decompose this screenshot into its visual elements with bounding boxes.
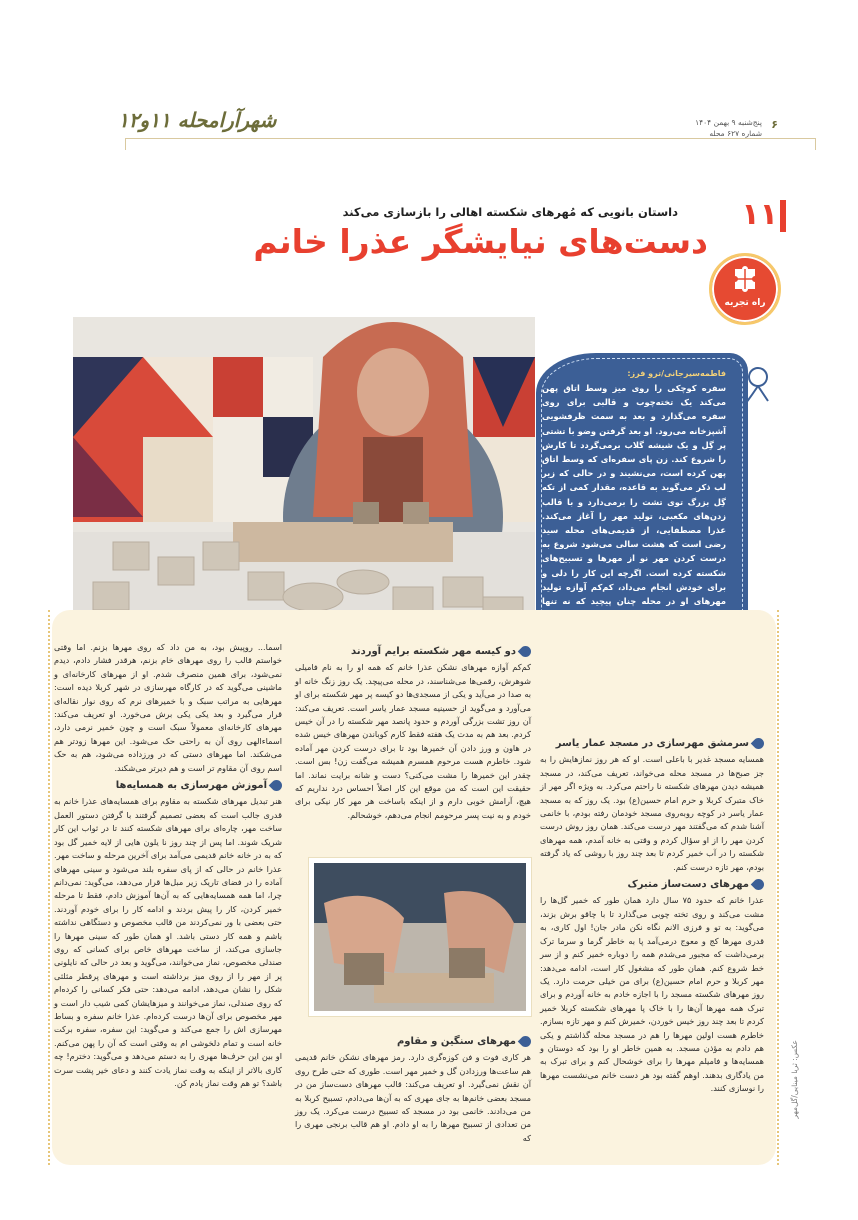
header-divider-tick-left: [125, 138, 126, 150]
paragraph: همسایه مسجد غدیر با باعلی است. او که هر روز نمازهایش را به جز صبح‌ها در مسجد محله می‌خواند، تعریف می‌کند، در مسجد همیشه دیدن مهرهای شکسته نا راحتم می‌کرد. به ویژه اگر مهر از خاک متبرک کربلا و حرم امام حسین(ع) بود. یک روز که به مسجد عمار یاسر در کوچه روبه‌روی مسجد خودمان رفته بودم، با خانمی آشنا شدم که می‌گفتند مهر درست می‌کند. همان روز روش درست کردن مهر را از او سؤال کردم و وقتی به خانه آمدم، همه مهرهای شکسته را در آب خمیر کردم تا بعد چند روز با روشی که یاد گرفته بودم، مهر تازه درست کنم.: [540, 754, 764, 872]
section-heading: سرمشق مهرسازی در مسجد عمار یاسر: [540, 737, 764, 750]
issue-number: شماره ۶۲۷ محله: [709, 129, 762, 138]
section-heading: آموزش مهرسازی به همسایه‌ها: [54, 779, 282, 792]
flower-ornament-icon: [742, 365, 774, 405]
paragraph: هنر تبدیل مهرهای شکسته به مقاوم برای همسایه‌های عذرا خانم به قدری جالب است که بعضی تصمیم گرفتند با گرفتن دستور العمل ساخت مهر، چاره‌ای برای مهرهای شکسته کنند تا در ثواب این کار شریک شوند. اما پس از چند روز نا یلون هایی از لایه خمیر گل بود که به در خانه خانم قدیمی می‌آمد برای آخرین مرحله و ساخت مهر. عذرا خانم در حالی که از پای سفره بلند می‌شود و سینی مهرهای آماده را در فضای تاریک زیر مبل‌ها قرار می‌دهد، می‌گوید: نمی‌دانم چرا، اما همه همسایه‌هایی که به آن‌ها آموزش دادم، فقط تا مرحله خمیر کردن، کار را پیش بردند و ادامه کار را برای خودم آوردند. حتی بعضی با ور نمی‌کردند من قالب مخصوص و دستگاهی نداشته باشم و همه کار دستی باشد. او همان طور که سینی مهرها را جاسازی می‌کند، از ساخت مهرهای خاص برای کسانی که روی صندلی مخصوص، نماز می‌خوانند، می‌گوید و بعد در حالی که نایلونی پر از مهر را از روی میز برداشته است و مهرهای پرقطر مثلثی شکل را نشان می‌دهد، ادامه می‌دهد: حتی فکر کسانی را کرده‌ام که روی صندلی، نماز می‌خوانند و میزهایشان کمی شیب دار است و مهر مخصوص برای آن‌ها درست کرده‌ام. عذرا خانم سفره و بساط مهرسازی اش را جمع می‌کند و می‌گوید: این سفره، سفره برکت خانه است و تمام دلخوشی ام به وقتی است که آن را پهن می‌کنم. او بین این حرف‌ها مهری را به دستم می‌دهد و می‌گوید: دخترم! چه کاری بالاتر از اینکه به وقت نماز یادت کنند و دعای خیر پشت سرت باشد؟ تو هم وقت نماز یادم کن.: [54, 796, 282, 1088]
section-number: ۱۱: [741, 197, 778, 232]
heading-bullet-icon: [518, 1034, 534, 1050]
section-badge: [709, 253, 781, 325]
header-divider: [125, 138, 816, 139]
header-divider-tick-right: [815, 138, 816, 150]
issue-date: پنج‌شنبه ۹ بهمن ۱۴۰۴: [695, 118, 762, 127]
panel-dotted-border-left: [48, 610, 53, 1165]
heading-bullet-icon: [518, 644, 534, 660]
heading-bullet-icon: [269, 778, 285, 794]
main-photo: [73, 317, 535, 622]
masthead: شهرآرامحله ۱۱و۱۲: [118, 108, 277, 132]
column-left: [54, 641, 282, 1090]
page-number: ۶: [771, 118, 778, 131]
section-accent-bar: [780, 200, 786, 232]
paragraph: عذرا خانم که حدود ۷۵ سال دارد همان طور که خمیر گل‌ها را مشت می‌کند و روی تخته چوبی می‌گذارد تا با چاقو برش بزند، می‌گوید: به تو و فرزی الانم نگاه نکن مادر جان! اول کاری، به قدری مهرها کج و معوج درمی‌آمد پا به خاطر گرما و سرما ترک برمی‌داشت که مجبور می‌شدم همه را دوباره خمیر کنم و از سر خط شروع کنم. همان طور که مشغول کار است، ادامه می‌دهد: مهر کربلا و حرم امام حسین(ع) برای من خیلی حرمت دارد. یک روز مهرهای شکسته مسجد را با اجازه خادم به خانه آوردم و برای تبرک همه مهرها آن‌ها را با خاک پا مهرهای شکسته کربلا خمیر کردم تا بعد چند روز خیس خوردن، خمیرش کنم و مهر تازه بسازم. خاطرم هست اولین مهرها را هم در مسجد محله گذاشتم و یکی هم دادم به مؤذن مسجد. به همین خاطر او را بود که دوستان و همسایه‌ها و فامیلم مهرها را برای خوشحال کنم و برای تبرک به من یادگاری بدهند. اوهم گفته بود هر دست خانم می‌نشست مهرها را نوسازی کنند.: [540, 895, 764, 1094]
paragraph: اسما... روپیش بود، به من داد که روی مهرها بزنم. اما وقتی خواستم قالب را روی مهرهای خام بزنم، هرقدر فشار دادم، دیدم نمی‌شود، برای همین منصرف شدم. او از مهرهای کارخانه‌ای و ماشینی می‌گوید که در کارگاه مهرسازی در شهر کربلا دیده است: مهرهایی به مراتب سبک و با خمیرهای نرم که روی نوار نقاله‌ای قرار می‌گیرد و بعد یکی یکی برش می‌خورد. او تعریف می‌کند: مهرهای کارخانه‌ای معمولاً سبک است و چون خمیر نرمی دارد، اسماءالهی روی آن به راحتی حک می‌شود. این مهرها زودتر هم می‌شکند. اما مهرهای دستی که در ورزداده می‌شود، هم به حک اسم روی آن مقاوم تر است و هم دیرتر می‌شکند.: [54, 642, 282, 773]
section-heading: مهرهای سنگین و مقاوم: [295, 1035, 531, 1048]
paragraph: کم‌کم آوازه مهرهای نشکن عذرا خانم که همه او را به نام فامیلی شوهرش، رقمی‌ها می‌شناسند، در محله می‌پیچد. یک روز زنگ خانه او به صدا در می‌آید و یکی از مسجدی‌ها دو کیسه پر مهر شکسته برای او می‌آورد و می‌گوید از حسینیه مسجد عمار یاسر است. تعریف می‌کند: آن روز تشت بزرگی آوردم و حدود پانصد مهر شکسته را در آن خیس کردم. بعد هم به مدت یک هفته فقط کارم کوباندن مهرهای خیس شده در هاون و ورز دادن آن خمیرها بود تا برای درست کردن مهر آماده شود. خاطرم هست مرحوم همسرم همیشه می‌گفت زن! بس است. چقدر این خمیرها را مشت می‌کنی؟ دست و شانه برایت نماند. اما حقیقت این است که من موقع این کار اصلاً احساس درد نداریم که هیچ، آرامش خوبی دارم و از اینکه باساخت هر مهر کار نیکی برای خودم و به نیت پسر مرحومم انجام می‌دهم، خوشحالم.: [295, 662, 531, 820]
section-heading: مهرهای دست‌ساز متبرک: [540, 878, 764, 891]
heading-bullet-icon: [751, 877, 767, 893]
quote-text: سفره کوچکی را روی میز وسط اتاق پهن می‌کند یک تخته‌چوب و قالبی برای روی سفره می‌گذارد و بعد به سمت ظرفشویی آشپزخانه می‌رود. او بعد گرفتن وضو با تشتی پر گِل و یک شیشه گلاب برمی‌گردد تا کارش را شروع کند. زن پای سفره‌ای که وسط اتاق پهن کرده است، می‌نشیند و در حالی که زیر لب ذکر می‌گوید به قاعده، مقدار کمی از تکه گِل بزرگ توی تشت را برمی‌دارد و با قالب زدن‌های مکعبی، تولید مهر را آغاز می‌کند. عذرا مصطفایی، از قدیمی‌های محله سید رضی است که هشت سالی می‌شود شروع به درست کردن مهر نو از مهرها و تسبیح‌های شکسته کرده است. اگرچه این کار را دلی و برای خودش انجام می‌داد، کم‌کم آوازه تولید مهرهای او در محله چنان پیچید که نه تنها: [542, 383, 726, 607]
column-middle-bottom: [295, 1031, 531, 1145]
article-title: دست‌های نیایشگر عذرا خانم: [253, 222, 708, 261]
puzzle-icon: [732, 266, 758, 292]
photo-credit: عکس: ثریا مینایی/گل‌مهر: [790, 1040, 799, 1119]
column-middle: [295, 641, 531, 822]
quote-author: فاطمه‌سیرجانی/ترو فرز:: [627, 369, 726, 378]
column-right: [540, 733, 764, 1096]
badge-label: راه تجربه: [724, 298, 766, 308]
panel-dotted-border-right: [777, 610, 782, 1165]
paragraph: هر کاری فوت و فن کوزه‌گری دارد. رمز مهرهای نشکن خانم قدیمی هم ساعت‌ها ورزدادن گل و خمیر مهر است. طوری که حتی طرح روی آن نقش نمی‌گیرد. او تعریف می‌کند: قالب مهرهای دست‌ساز من در مسجد بعضی خانم‌ها به جای مهری که به آن‌ها می‌دادم، تسبیح کربلا به من می‌دادند. خانمی بود در مسجد که تسبیح درست می‌کرد. یک روز من تعدادی از تسبیح مهرها را به او دادم. او هم قالب برنجی مهری را که: [295, 1052, 531, 1143]
article-subtitle: داستان بانویی که مُهرهای شکسته اهالی را بازسازی می‌کند: [342, 205, 678, 219]
heading-bullet-icon: [751, 736, 767, 752]
section-heading: دو کیسه مهر شکسته برایم آوردند: [295, 645, 531, 658]
inset-photo: [309, 858, 531, 1016]
